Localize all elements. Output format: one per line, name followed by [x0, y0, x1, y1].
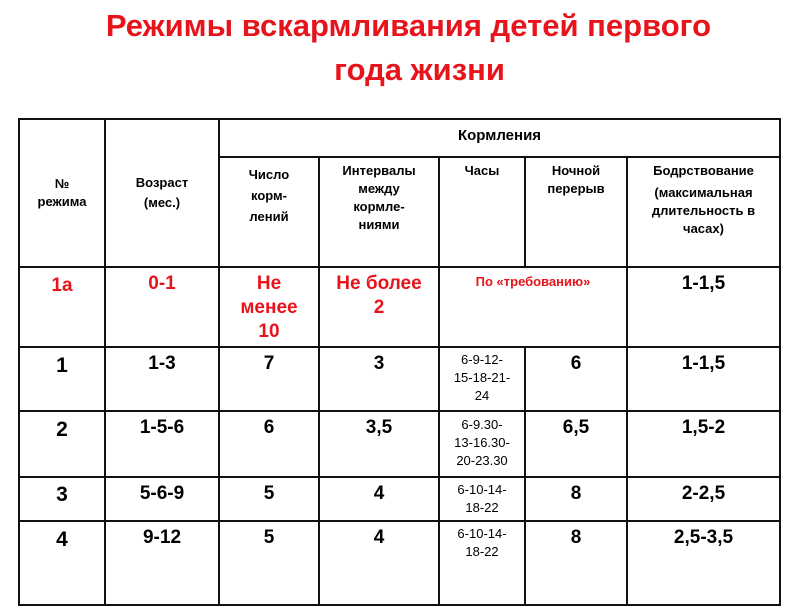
row-hours-line2: 18-22 [465, 500, 499, 515]
row-interval-value: 4 [373, 483, 385, 504]
header-age-line1: Возраст [135, 175, 189, 190]
row-wakefulness [627, 411, 780, 477]
row-night-break [525, 521, 627, 605]
row-wakefulness-value: 1-1,5 [681, 353, 726, 374]
row-interval [319, 521, 439, 605]
header-wakefulness [627, 157, 780, 267]
row-feeding-count [219, 411, 319, 477]
row-feeding-count [219, 477, 319, 521]
row-hours [439, 347, 525, 411]
row-interval-value: 3,5 [365, 417, 393, 438]
table-row [19, 411, 780, 477]
row-hours-line3: 24 [474, 388, 490, 403]
header-mode-number [19, 119, 105, 267]
row-age-value: 1-3 [148, 353, 176, 374]
header-feeding-count [219, 157, 319, 267]
row-mode-value: 1а [51, 275, 73, 296]
row-hours-line3: 20-23.30 [456, 453, 508, 468]
row-interval-value: 4 [373, 527, 385, 548]
row-feeding-count-value: 5 [263, 483, 275, 504]
header-night-break-line1: Ночной [551, 163, 601, 178]
header-row-1 [19, 119, 780, 157]
row-interval-line2: 2 [373, 297, 385, 318]
row-mode [19, 521, 105, 605]
row-wakefulness [627, 477, 780, 521]
row-hours-line1: 6-9-12- [461, 352, 503, 367]
row-age [105, 267, 219, 347]
row-age [105, 347, 219, 411]
row-wakefulness-value: 1,5-2 [681, 417, 726, 438]
row-feeding-count [219, 347, 319, 411]
row-age-value: 5-6-9 [139, 483, 185, 504]
row-mode-value: 3 [56, 483, 68, 506]
table-row [19, 521, 780, 605]
row-mode-value: 4 [56, 528, 68, 551]
row-feeding-count-value: 5 [263, 527, 275, 548]
row-hours-line1: 6-9.30- [461, 417, 503, 432]
row-night-break [525, 411, 627, 477]
row-interval [319, 347, 439, 411]
row-night-break-value: 8 [570, 527, 582, 548]
header-feeding-count-line2: корм- [251, 188, 287, 203]
row-feeding-count-line1: Не [256, 273, 282, 294]
header-night-break [525, 157, 627, 267]
row-hours-line2: 15-18-21- [453, 370, 511, 385]
row-age [105, 411, 219, 477]
header-intervals-line3: кормле- [353, 199, 405, 214]
row-wakefulness [627, 347, 780, 411]
row-on-demand [439, 267, 627, 347]
row-hours [439, 521, 525, 605]
row-feeding-count-line3: 10 [258, 321, 280, 342]
row-age-value: 9-12 [142, 527, 182, 548]
row-on-demand-text: По «требованию» [475, 274, 591, 289]
row-feeding-count-value: 6 [263, 417, 275, 438]
header-mode-number-line1: № [54, 176, 70, 191]
row-feeding-count [219, 521, 319, 605]
row-mode-value: 1 [56, 354, 68, 377]
row-feeding-count-line2: менее [240, 297, 298, 318]
header-wakefulness-line4: часах) [683, 221, 724, 236]
row-wakefulness [627, 267, 780, 347]
row-night-break-value: 8 [570, 483, 582, 504]
page-title [0, 4, 799, 92]
header-feeding-count-line1: Число [248, 167, 290, 182]
header-wakefulness-line3: длительность в [651, 203, 756, 218]
row-hours-line2: 13-16.30- [454, 435, 510, 450]
row-interval [319, 267, 439, 347]
table-row [19, 347, 780, 411]
row-age-value: 0-1 [148, 273, 176, 294]
header-intervals-line1: Интервалы [342, 163, 416, 178]
row-night-break-value: 6,5 [562, 417, 590, 438]
header-wakefulness-line1: Бодрствование [653, 163, 754, 178]
row-mode [19, 411, 105, 477]
row-night-break-value: 6 [570, 353, 582, 374]
header-wakefulness-line2: (максимальная [654, 185, 753, 200]
row-mode-value: 2 [56, 418, 68, 441]
header-age [105, 119, 219, 267]
row-hours [439, 411, 525, 477]
header-intervals-line4: ниями [358, 217, 400, 232]
row-interval-value: 3 [373, 353, 385, 374]
row-mode [19, 267, 105, 347]
header-feedings-label: Кормления [457, 127, 542, 144]
row-wakefulness-value: 1-1,5 [681, 273, 726, 294]
header-night-break-line2: перерыв [547, 181, 605, 196]
table-row [19, 477, 780, 521]
table-row [19, 267, 780, 347]
row-age [105, 521, 219, 605]
row-mode [19, 477, 105, 521]
row-night-break [525, 347, 627, 411]
header-hours-label: Часы [464, 163, 500, 178]
row-interval [319, 477, 439, 521]
header-feeding-count-line3: лений [249, 209, 289, 224]
header-age-line2: (мес.) [143, 195, 181, 210]
title-line-2: года жизни [334, 52, 505, 87]
row-interval-line1: Не более [336, 273, 422, 294]
row-age-value: 1-5-6 [139, 417, 185, 438]
row-wakefulness-value: 2,5-3,5 [673, 527, 734, 548]
row-hours-line1: 6-10-14- [457, 482, 507, 497]
row-hours-line2: 18-22 [465, 544, 499, 559]
row-hours [439, 477, 525, 521]
row-hours-line1: 6-10-14- [457, 526, 507, 541]
feeding-regimen-table [18, 118, 781, 606]
row-night-break [525, 477, 627, 521]
row-feeding-count-value: 7 [263, 353, 275, 374]
header-mode-number-line2: режима [37, 194, 87, 209]
row-wakefulness-value: 2-2,5 [681, 483, 726, 504]
header-hours [439, 157, 525, 267]
row-mode [19, 347, 105, 411]
row-wakefulness [627, 521, 780, 605]
row-age [105, 477, 219, 521]
header-intervals [319, 157, 439, 267]
row-interval [319, 411, 439, 477]
title-line-1: Режимы вскармливания детей первого [105, 8, 712, 43]
header-feedings [219, 119, 780, 157]
row-feeding-count [219, 267, 319, 347]
header-intervals-line2: между [358, 181, 400, 196]
